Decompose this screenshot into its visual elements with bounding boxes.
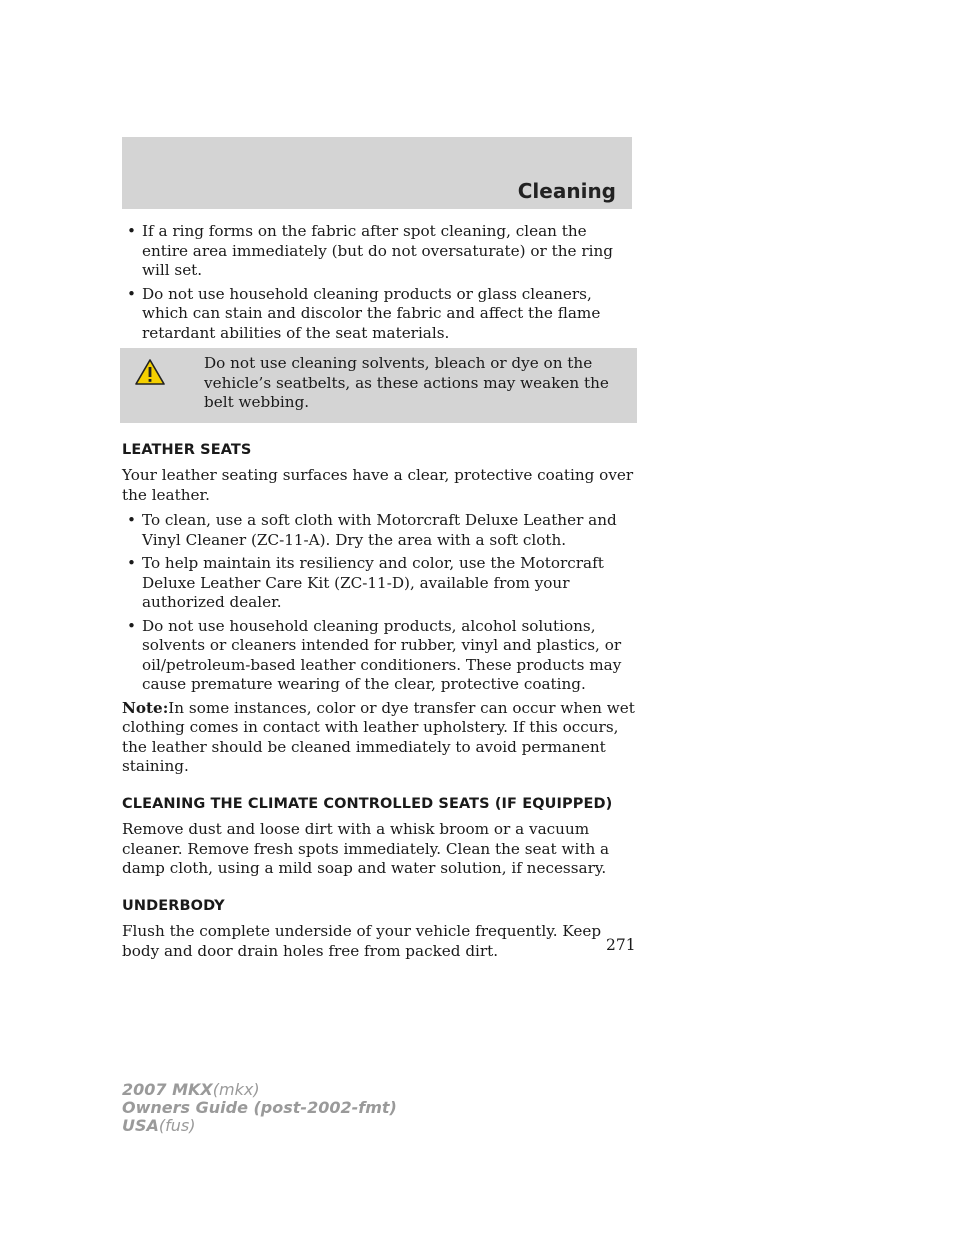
list-item: • To help maintain its resiliency and color, use the Motorcraft Deluxe Leather Care Kit (ZC-11-D), available from your authorized dealer. <box>122 554 637 613</box>
footer-market: USA <box>122 1116 159 1135</box>
footer-model-code: (mkx) <box>212 1080 260 1099</box>
footer-model: 2007 MKX <box>122 1080 213 1099</box>
leather-bullet-list <box>122 511 637 695</box>
footer-guide: Owners Guide (post-2002-fmt) <box>122 1098 397 1117</box>
footer-line-guide <box>122 1099 397 1117</box>
page-number: 271 <box>606 936 636 954</box>
underbody-text: Flush the complete underside of your vehicle frequently. Keep body and door drain holes free from packed dirt. <box>122 922 602 960</box>
note-label: Note: <box>122 698 169 717</box>
underbody-heading: UNDERBODY <box>122 897 225 914</box>
fabric-bullet-list <box>122 222 637 343</box>
document-footer <box>122 1081 397 1135</box>
warning-triangle-icon <box>135 359 165 385</box>
climate-seats-heading: CLEANING THE CLIMATE CONTROLLED SEATS (IF EQUIPPED) <box>122 795 613 812</box>
footer-line-market <box>122 1117 397 1135</box>
warning-callout <box>120 348 637 423</box>
climate-seats-text: Remove dust and loose dirt with a whisk broom or a vacuum cleaner. Remove fresh spots immediately. Clean the seat with a damp cloth, using a mild soap and water solution, if necessary. <box>122 820 610 877</box>
leather-intro: Your leather seating surfaces have a clear, protective coating over the leather. <box>122 466 634 504</box>
list-item: • If a ring forms on the fabric after spot cleaning, clean the entire area immediately (but do not oversaturate) or the ring will set. <box>122 222 637 281</box>
footer-market-code: (fus) <box>158 1116 196 1135</box>
section-title: Cleaning <box>517 179 616 203</box>
page-content <box>122 222 637 967</box>
note-text: In some instances, color or dye transfer can occur when wet clothing comes in contact with leather upholstery. If this occurs, the leather should be cleaned immediately to avoid permanent staining. <box>122 698 635 775</box>
warning-text: Do not use cleaning solvents, bleach or dye on the vehicle’s seatbelts, as these actions may weaken the belt webbing. <box>204 354 609 411</box>
list-item: • Do not use household cleaning products, alcohol solutions, solvents or cleaners intended for rubber, vinyl and plastics, or oil/petroleum-based leather conditioners. These products may cause premature wearing of the clear, protective coating. <box>122 617 637 695</box>
list-item: • To clean, use a soft cloth with Motorcraft Deluxe Leather and Vinyl Cleaner (ZC-11-A). Dry the area with a soft cloth. <box>122 511 637 550</box>
leather-seats-heading: LEATHER SEATS <box>122 441 252 458</box>
list-item: • Do not use household cleaning products or glass cleaners, which can stain and discolor the fabric and affect the flame retardant abilities of the seat materials. <box>122 285 637 344</box>
leather-note <box>122 699 637 777</box>
section-header-band <box>122 137 632 209</box>
footer-line-model <box>122 1081 397 1099</box>
